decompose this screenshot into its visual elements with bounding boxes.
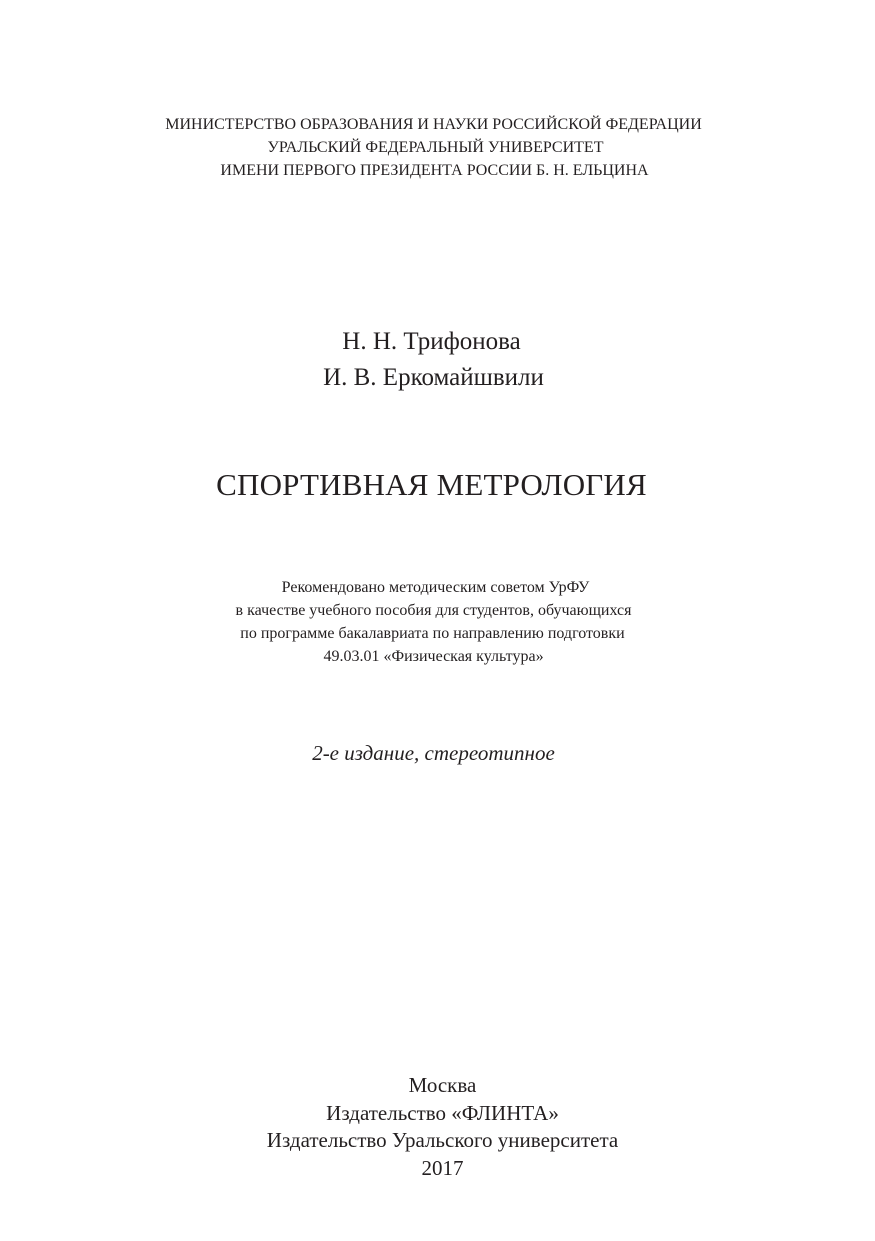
university-name-line: ИМЕНИ ПЕРВОГО ПРЕЗИДЕНТА РОССИИ Б. Н. ЕЛЬЦИНА bbox=[220, 162, 649, 179]
imprint-publisher-1: Издательство «ФЛИНТА» bbox=[326, 1100, 559, 1125]
imprint-year: 2017 bbox=[421, 1155, 464, 1180]
authors bbox=[0, 324, 875, 396]
university-line: УРАЛЬСКИЙ ФЕДЕРАЛЬНЫЙ УНИВЕРСИТЕТ bbox=[267, 139, 604, 156]
approval-line-2: в качестве учебного пособия для студентов, обучающихся bbox=[235, 602, 632, 619]
ministry-line: МИНИСТЕРСТВО ОБРАЗОВАНИЯ И НАУКИ РОССИЙСКОЙ ФЕДЕРАЦИИ bbox=[165, 116, 702, 133]
imprint-city: Москва bbox=[408, 1073, 477, 1097]
approval-line-4: 49.03.01 «Физическая культура» bbox=[323, 648, 544, 665]
author-1: Н. Н. Трифонова bbox=[342, 328, 521, 355]
book-title: СПОРТИВНАЯ МЕТРОЛОГИЯ bbox=[216, 467, 647, 502]
approval-note bbox=[0, 576, 875, 668]
imprint bbox=[0, 1072, 875, 1182]
approval-line-1: Рекомендовано методическим советом УрФУ bbox=[281, 579, 590, 596]
imprint-publisher-2: Издательство Уральского университета bbox=[266, 1128, 619, 1152]
author-2: И. В. Еркомайшвили bbox=[323, 364, 544, 391]
edition-note: 2-е издание, стереотипное bbox=[312, 741, 555, 765]
approval-line-3: по программе бакалавриата по направлению подготовки bbox=[240, 625, 625, 642]
institution-header bbox=[0, 113, 875, 182]
